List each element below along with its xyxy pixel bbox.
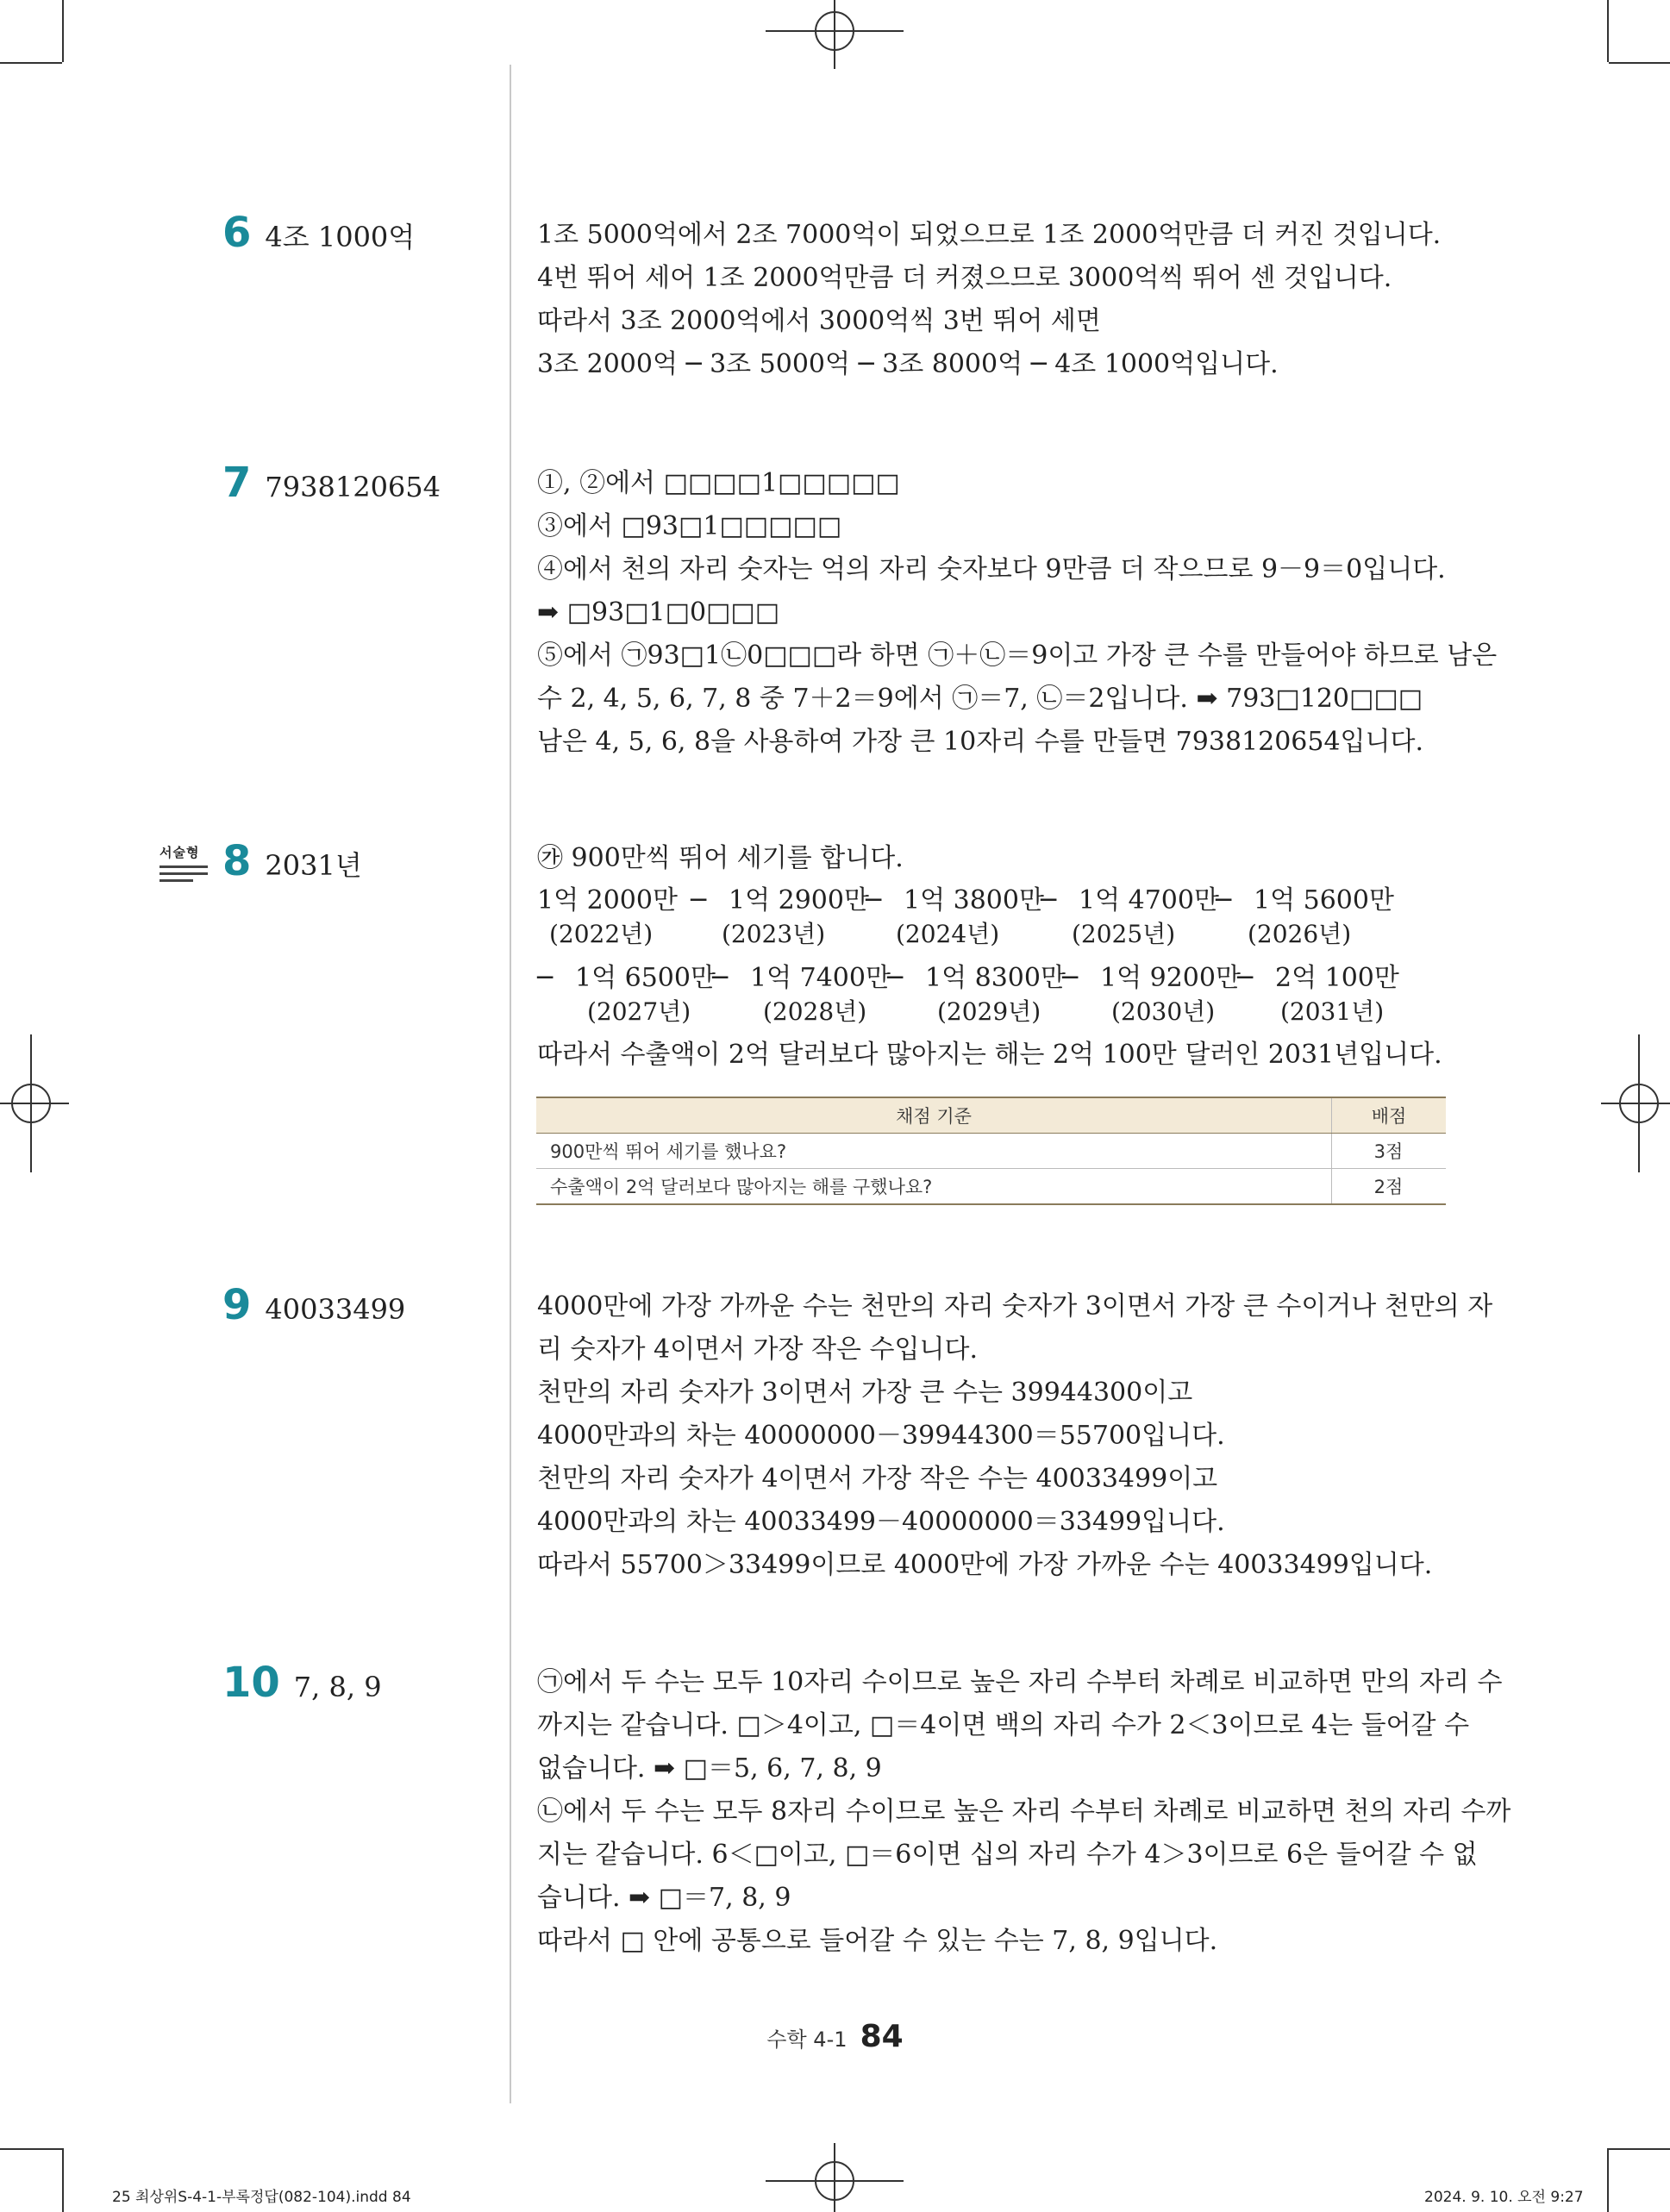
explanation-line: 따라서 55700＞33499이므로 4000만에 가장 가까운 수는 40033499입니다.	[537, 1550, 1433, 1580]
dash: ─	[691, 885, 707, 915]
dash: ─	[712, 963, 729, 993]
year-row-1	[537, 919, 1451, 950]
explanation-line: 따라서 □ 안에 공통으로 들어갈 수 있는 수는 7, 8, 9입니다.	[537, 1926, 1218, 1956]
question-6-explanation	[537, 214, 1451, 386]
question-number: 8	[222, 837, 252, 885]
tag-line	[159, 872, 208, 875]
amount: 1억 7400만	[750, 963, 891, 993]
amount: 2억 100만	[1275, 963, 1399, 993]
year-label: (2023년)	[722, 920, 826, 948]
amount: 1억 2900만	[729, 885, 869, 915]
year-label: (2022년)	[549, 920, 654, 948]
dash: ─	[866, 885, 882, 915]
amount: 1억 5600만	[1254, 885, 1394, 915]
crop-mark	[1607, 2148, 1609, 2212]
question-8-answer	[222, 837, 362, 885]
explanation-line: ➡ □93□1□0□□□	[537, 597, 780, 628]
points-cell: 3점	[1332, 1134, 1447, 1169]
explanation-line: ⑤에서 ㉠93□1㉡0□□□라 하면 ㉠＋㉡＝9이고 가장 큰 수를 만들어야 하므로 남은	[537, 640, 1498, 671]
question-7-explanation	[537, 462, 1498, 764]
amount: 1억 3800만	[904, 885, 1044, 915]
year-label: (2031년)	[1280, 997, 1385, 1026]
print-slug-date: 2024. 9. 10. 오전 9:27	[1424, 2189, 1584, 2206]
table-row	[536, 1134, 1446, 1169]
amount: 1억 4700만	[1079, 885, 1219, 915]
question-9-explanation	[537, 1285, 1493, 1587]
tag-line	[159, 865, 208, 868]
explanation-line: 수 2, 4, 5, 6, 7, 8 중 7＋2＝9에서 ㉠＝7, ㉡＝2입니다. ➡ 793□120□□□	[537, 684, 1423, 714]
question-7-answer	[222, 459, 441, 507]
explanation-line: 없습니다. ➡ □＝5, 6, 7, 8, 9	[537, 1753, 882, 1784]
amount: 1억 9200만	[1100, 963, 1241, 993]
explanation-line: 천만의 자리 숫자가 3이면서 가장 큰 수는 39944300이고	[537, 1378, 1193, 1408]
explanation-line: 습니다. ➡ □＝7, 8, 9	[537, 1883, 791, 1913]
question-6-answer	[222, 209, 416, 257]
question-number: 7	[222, 459, 252, 507]
subject-label: 수학 4-1	[766, 2028, 848, 2052]
criteria-cell: 900만씩 뛰어 세기를 했나요?	[536, 1134, 1332, 1169]
question-number: 9	[222, 1281, 252, 1329]
answer-value: 7938120654	[265, 471, 441, 503]
year-label: (2026년)	[1248, 920, 1352, 948]
dash: ─	[1216, 885, 1232, 915]
question-10-explanation	[537, 1661, 1511, 1963]
explanation-line: ①, ②에서 □□□□1□□□□□	[537, 468, 900, 498]
crop-mark	[1609, 2148, 1670, 2150]
tag-line	[159, 879, 193, 882]
amount: 1억 8300만	[925, 963, 1066, 993]
year-label: (2024년)	[896, 920, 1000, 948]
criteria-cell: 수출액이 2억 달러보다 많아지는 해를 구했나요?	[536, 1169, 1332, 1205]
explanation-line: 4000만과의 차는 40000000－39944300＝55700입니다.	[537, 1421, 1225, 1451]
question-10-answer	[222, 1659, 382, 1707]
explanation-line: 천만의 자리 숫자가 4이면서 가장 작은 수는 40033499이고	[537, 1464, 1218, 1494]
explanation-intro: ㉮ 900만씩 뛰어 세기를 합니다.	[537, 843, 904, 873]
dash: ─	[1062, 963, 1079, 993]
registration-mark-bottom	[766, 2143, 904, 2212]
explanation-line: 1조 5000억에서 2조 7000억이 되었으므로 1조 2000억만큼 더 커진 것입니다.	[537, 220, 1442, 250]
crop-mark	[0, 62, 62, 64]
amount: 1억 6500만	[575, 963, 716, 993]
descriptive-type-tag	[159, 843, 208, 882]
year-row-2	[537, 997, 1451, 1028]
explanation-conclusion: 따라서 수출액이 2억 달러보다 많아지는 해는 2억 100만 달러인 2031년입니다.	[537, 1040, 1442, 1070]
year-label: (2025년)	[1072, 920, 1176, 948]
answer-value: 4조 1000억	[265, 221, 416, 253]
page-number: 84	[860, 2019, 904, 2054]
answer-value: 40033499	[265, 1293, 406, 1326]
answer-value: 2031년	[265, 849, 362, 882]
year-label: (2027년)	[587, 997, 691, 1026]
column-divider	[510, 65, 511, 2103]
year-label: (2028년)	[763, 997, 867, 1026]
page-footer	[0, 2019, 1670, 2054]
explanation-line: 지는 같습니다. 6＜□이고, □＝6이면 십의 자리 수가 4＞3이므로 6은 들어갈 수 없	[537, 1840, 1478, 1870]
amount: 1억 2000만	[537, 885, 678, 915]
question-number: 6	[222, 209, 252, 257]
explanation-line: 3조 2000억 ─ 3조 5000억 ─ 3조 8000억 ─ 4조 1000억입니다.	[537, 349, 1279, 379]
answer-value: 7, 8, 9	[293, 1671, 382, 1703]
dash: ─	[537, 963, 554, 993]
crop-mark	[0, 2148, 62, 2150]
tag-label: 서술형	[159, 845, 200, 860]
table-row	[536, 1169, 1446, 1205]
explanation-line: ③에서 □93□1□□□□□	[537, 511, 842, 541]
explanation-line: ④에서 천의 자리 숫자는 억의 자리 숫자보다 9만큼 더 작으므로 9－9＝0입니다.	[537, 554, 1446, 584]
scoring-table-header	[536, 1097, 1446, 1134]
skip-count-row-1	[537, 883, 1451, 919]
crop-mark	[62, 2148, 64, 2212]
explanation-line: ㉡에서 두 수는 모두 8자리 수이므로 높은 자리 수부터 차례로 비교하면 천의 자리 수까	[537, 1796, 1511, 1827]
explanation-line: 4번 뛰어 세어 1조 2000억만큼 더 커졌으므로 3000억씩 뛰어 센 것입니다.	[537, 263, 1392, 293]
crop-mark	[1609, 62, 1670, 64]
registration-mark-left	[0, 1034, 69, 1172]
registration-mark-top	[766, 0, 904, 69]
explanation-line: 리 숫자가 4이면서 가장 작은 수입니다.	[537, 1334, 979, 1365]
print-slug-file: 25 최상위S-4-1-부록정답(082-104).indd 84	[112, 2189, 411, 2206]
question-8-explanation	[537, 840, 1451, 1074]
criteria-header: 채점 기준	[536, 1097, 1332, 1134]
explanation-line: 까지는 같습니다. □＞4이고, □＝4이면 백의 자리 수가 2＜3이므로 4는 들어갈 수	[537, 1710, 1470, 1740]
question-number: 10	[222, 1659, 280, 1707]
crop-mark	[1607, 0, 1609, 62]
scoring-table	[536, 1097, 1446, 1205]
question-9-answer	[222, 1281, 406, 1329]
explanation-line: 4000만과의 차는 40033499－40000000＝33499입니다.	[537, 1507, 1225, 1537]
year-label: (2030년)	[1111, 997, 1216, 1026]
dash: ─	[1041, 885, 1057, 915]
points-header: 배점	[1332, 1097, 1447, 1134]
dash: ─	[1237, 963, 1254, 993]
registration-mark-right	[1601, 1034, 1670, 1172]
skip-count-row-2	[537, 960, 1451, 997]
crop-mark	[62, 0, 64, 62]
dash: ─	[887, 963, 904, 993]
points-cell: 2점	[1332, 1169, 1447, 1205]
explanation-line: 4000만에 가장 가까운 수는 천만의 자리 숫자가 3이면서 가장 큰 수이거나 천만의 자	[537, 1291, 1493, 1322]
year-label: (2029년)	[937, 997, 1041, 1026]
explanation-line: 따라서 3조 2000억에서 3000억씩 3번 뛰어 세면	[537, 306, 1101, 336]
explanation-line: ㉠에서 두 수는 모두 10자리 수이므로 높은 자리 수부터 차례로 비교하면 만의 자리 수	[537, 1667, 1503, 1697]
explanation-line: 남은 4, 5, 6, 8을 사용하여 가장 큰 10자리 수를 만들면 7938120654입니다.	[537, 727, 1424, 757]
